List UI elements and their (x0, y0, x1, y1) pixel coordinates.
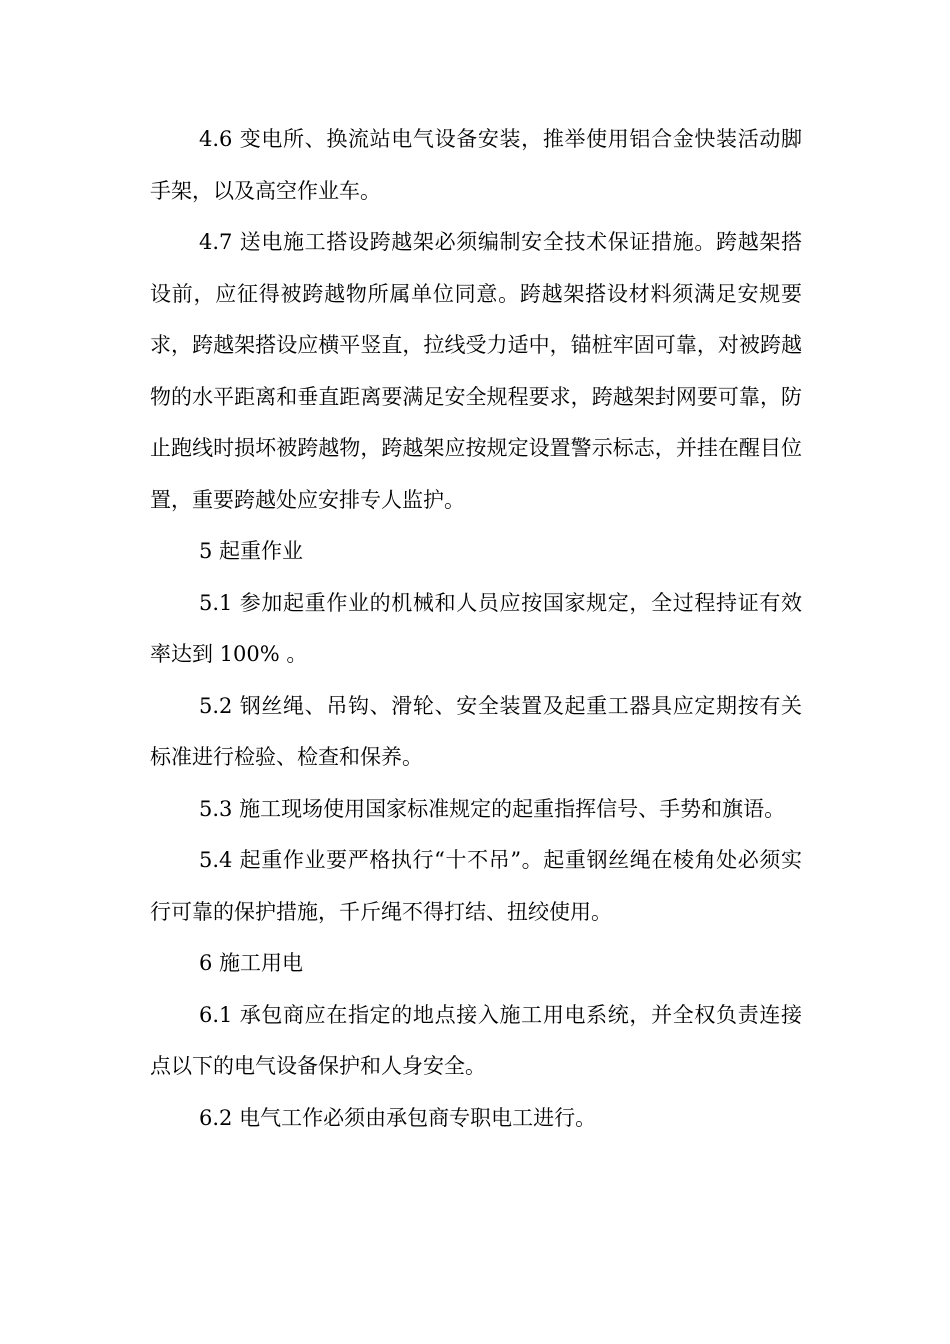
paragraph-5-3: 5.3 施工现场使用国家标准规定的起重指挥信号、手势和旗语。 (199, 796, 786, 821)
paragraph-4-6: 4.6 变电所、换流站电气设备安装，推举使用铝合金快装活动脚手架，以及高空作业车。 (150, 127, 802, 203)
paragraph-6-1: 6.1 承包商应在指定的地点接入施工用电系统，并全权负责连接点以下的电气设备保护和人身安全。 (150, 1002, 802, 1078)
paragraph-4-7: 4.7 送电施工搭设跨越架必须编制安全技术保证措施。跨越架搭设前，应征得被跨越物所属单位同意。跨越架搭设材料须满足安规要求，跨越架搭设应横平竖直，拉线受力适中，锚桩牢固可靠，对被跨越物的水平距离和垂直距离要满足安全规程要求，跨越架封网要可靠，防止跑线时损坏被跨越物，跨越架应按规定设置警示标志，并挂在醒目位置，重要跨越处应安排专人监护。 (150, 230, 802, 512)
paragraph-5-4: 5.4 起重作业要严格执行“十不吊”。起重钢丝绳在棱角处必须实行可靠的保护措施，千斤绳不得打结、扭绞使用。 (150, 848, 802, 924)
paragraph-6-2: 6.2 电气工作必须由承包商专职电工进行。 (199, 1105, 597, 1130)
section-heading-5: 5 起重作业 (199, 539, 304, 563)
section-heading-6: 6 施工用电 (199, 951, 304, 975)
paragraph-5-1: 5.1 参加起重作业的机械和人员应按国家规定，全过程持证有效率达到 100% 。 (150, 590, 802, 666)
document-body (150, 114, 802, 1144)
paragraph-5-2: 5.2 钢丝绳、吊钩、滑轮、安全装置及起重工器具应定期按有关标准进行检验、检查和保养。 (150, 693, 802, 769)
